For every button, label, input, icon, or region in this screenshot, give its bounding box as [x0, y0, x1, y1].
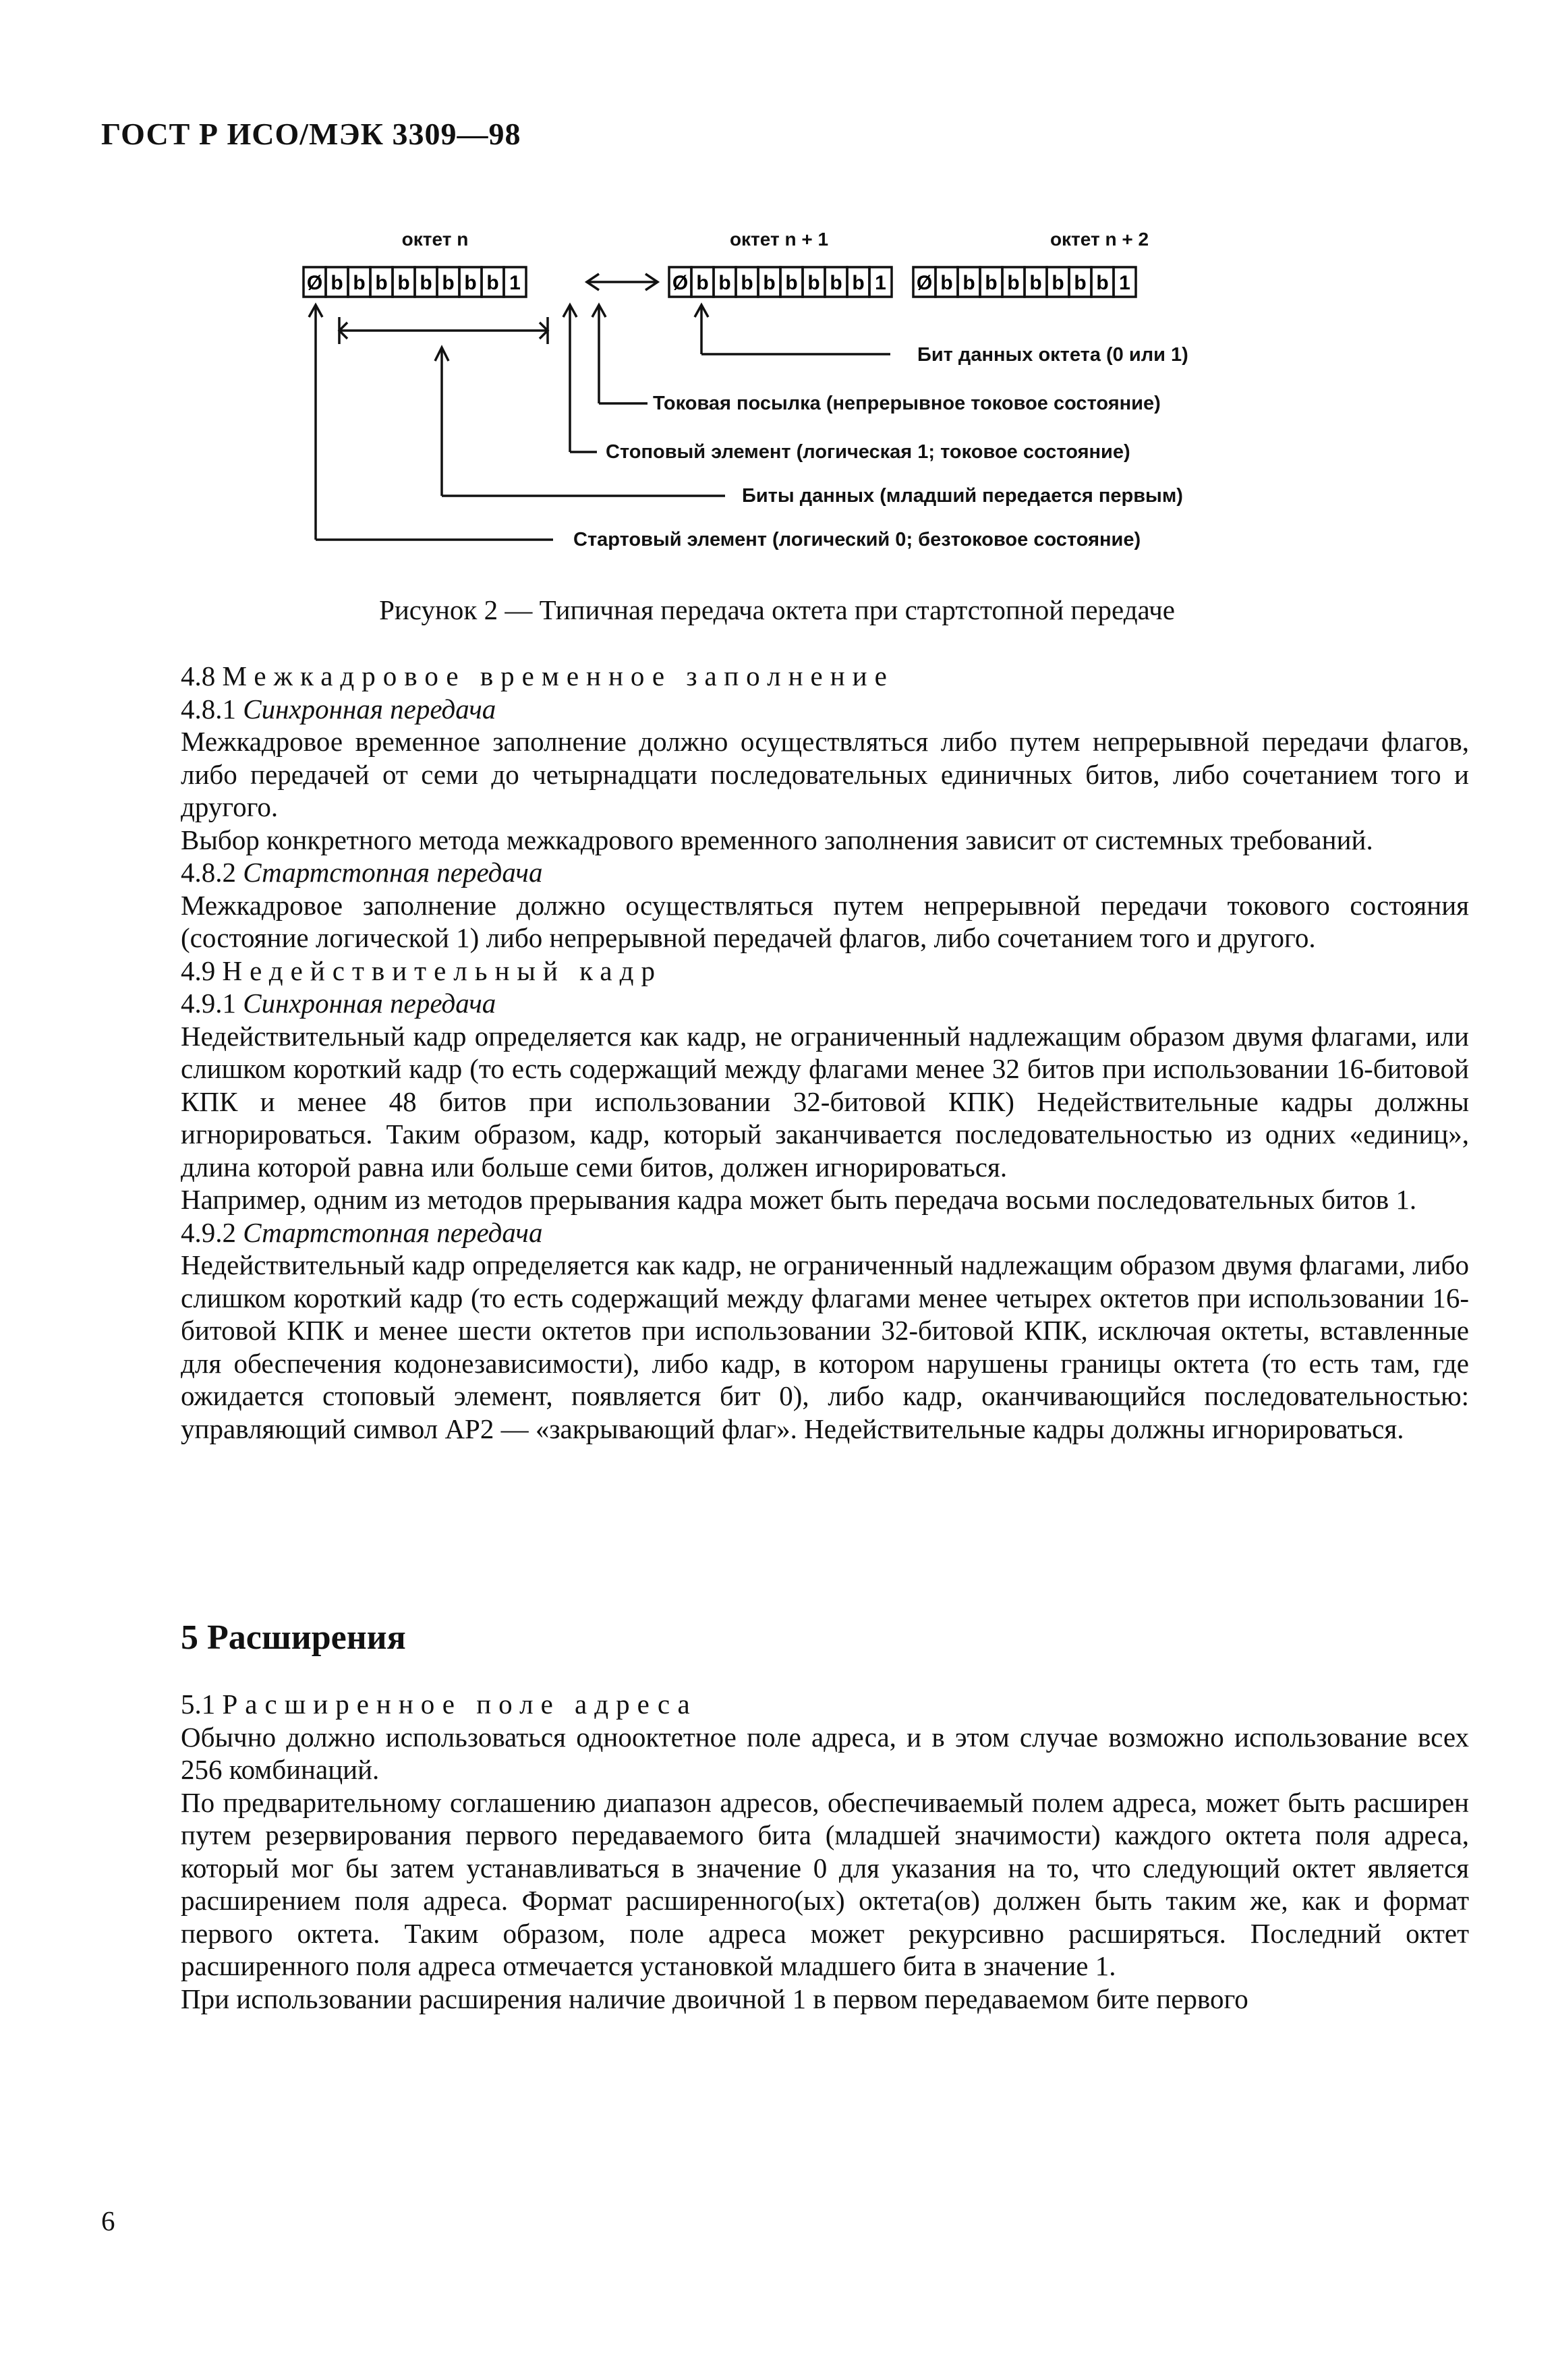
bit-cells [304, 267, 1136, 297]
data-bit: b [718, 272, 731, 294]
data-bit: b [852, 272, 865, 294]
data-bit: b [442, 272, 455, 294]
data-bit: b [830, 272, 842, 294]
heading-4-8-2: 4.8.2 Стартстопная передача [181, 857, 543, 888]
section-5-text [181, 1688, 1469, 2015]
data-bit: b [1007, 272, 1020, 294]
label-stop: Стоповый элемент (логическая 1; токовое состояние) [606, 441, 1130, 463]
data-bit: b [420, 272, 432, 294]
data-bit: b [375, 272, 388, 294]
data-bit: b [940, 272, 953, 294]
heading-4-9-1: 4.9.1 Синхронная передача [181, 988, 496, 1019]
label-data-bit: Бит данных октета (0 или 1) [917, 344, 1188, 366]
start-bit: Ø [306, 272, 323, 294]
data-bit: b [785, 272, 798, 294]
paragraph: При использовании расширения наличие двоичной 1 в первом передаваемом бите первого [181, 1983, 1248, 2014]
label-idle: Токовая посылка (непрерывное токовое состояние) [653, 393, 1161, 414]
data-bit: b [330, 272, 343, 294]
octet-n-label: октет n [401, 229, 469, 250]
paragraph: Обычно должно использоваться однооктетное поле адреса, и в этом случае возможно использование всех 256 комбинаций. [181, 1721, 1469, 1785]
paragraph: Межкадровое заполнение должно осуществляться путем непрерывной передачи токового состояния (состояние логической 1) либо непрерывной передачей флагов, либо сочетанием того и другого. [181, 889, 1469, 953]
heading-4-9-2: 4.9.2 Стартстопная передача [181, 1216, 543, 1248]
paragraph: Межкадровое временное заполнение должно осуществляться либо путем непрерывной передачи флагов, либо передачей от семи до четырнадцати последовательных единичных битов, либо сочетанием того и другого. [181, 726, 1469, 822]
octet-n1-label: октет n + 1 [729, 229, 829, 250]
data-bit: b [1074, 272, 1087, 294]
data-bit: b [985, 272, 998, 294]
section-4-text [181, 660, 1469, 1445]
data-bit: b [962, 272, 975, 294]
data-bit: b [353, 272, 366, 294]
data-bit: b [696, 272, 709, 294]
paragraph: Недействительный кадр определяется как кадр, не ограниченный надлежащим образом двумя флагами, или слишком короткий кадр (то есть содержащий между флагами менее 32 битов при использовании 16-битовой КПК и менее 48 битов при использовании 32-битовой КПК) Недействительные кадры должны игнорироваться. Таким образом, кадр, который заканчивается последовательностью из одних «единиц», длина которой равна или больше семи битов, должен игнорироваться. [181, 1020, 1469, 1183]
stop-bit: 1 [509, 272, 521, 294]
heading-4-8: 4.8 Межкадровое временное заполнение [181, 660, 894, 691]
data-bit: b [397, 272, 410, 294]
data-bit: b [486, 272, 499, 294]
figure-caption: Рисунок 2 — Типичная передача октета при стартстопной передаче [379, 594, 1175, 625]
page-number: 6 [101, 2205, 115, 2236]
section-5-heading: 5 Расширения [181, 1618, 406, 1657]
heading-4-8-1: 4.8.1 Синхронная передача [181, 693, 496, 725]
octet-transmission-diagram [0, 202, 1554, 580]
label-start: Стартовый элемент (логический 0; безтоковое состояние) [573, 529, 1141, 550]
start-bit: Ø [672, 272, 689, 294]
label-data-bits: Биты данных (младший передается первым) [742, 485, 1183, 507]
stop-bit: 1 [1119, 272, 1130, 294]
data-bit: b [763, 272, 776, 294]
data-bit: b [741, 272, 753, 294]
paragraph: Выбор конкретного метода межкадрового временного заполнения зависит от системных требований. [181, 824, 1373, 855]
start-bit: Ø [916, 272, 933, 294]
heading-4-9: 4.9 Недействительный кадр [181, 955, 662, 986]
stop-bit: 1 [875, 272, 886, 294]
paragraph: Недействительный кадр определяется как кадр, не ограниченный надлежащим образом двумя флагами, либо слишком короткий кадр (то есть содержащий между флагами менее четырех октетов при использовании 16-битовой КПК и менее шести октетов при использовании 32-битовой КПК, исключая октеты, вставленные для обеспечения кодонезависимости), либо кадр, в котором нарушены границы октета (то есть там, где ожидается стоповый элемент, появляется бит 0), либо кадр, оканчивающийся последовательностью: управляющий символ АР2 — «закрывающий флаг». Недействительные кадры должны игнорироваться. [181, 1249, 1469, 1444]
data-bit: b [1052, 272, 1064, 294]
data-bit: b [1029, 272, 1042, 294]
paragraph: Например, одним из методов прерывания кадра может быть передача восьми последовательных битов 1. [181, 1184, 1417, 1215]
data-bit: b [464, 272, 477, 294]
data-bit: b [807, 272, 820, 294]
document-header: ГОСТ Р ИСО/МЭК 3309—98 [101, 117, 521, 151]
heading-5-1: 5.1 Расширенное поле адреса [181, 1689, 697, 1720]
data-bit: b [1096, 272, 1109, 294]
octet-n2-label: октет n + 2 [1049, 229, 1149, 250]
paragraph: По предварительному соглашению диапазон адресов, обеспечиваемый полем адреса, может быть расширен путем резервирования первого передаваемого бита (младшей значимости) каждого октета поля адреса, который мог бы затем устанавливаться в значение 0 для указания на то, что следующий октет является расширением поля адреса. Формат расширенного(ых) октета(ов) должен быть таким же, как и формат первого октета. Таким образом, поле адреса может рекурсивно расширяться. Последний октет расширенного поля адреса отмечается установкой младшего бита в значение 1. [181, 1786, 1469, 1981]
